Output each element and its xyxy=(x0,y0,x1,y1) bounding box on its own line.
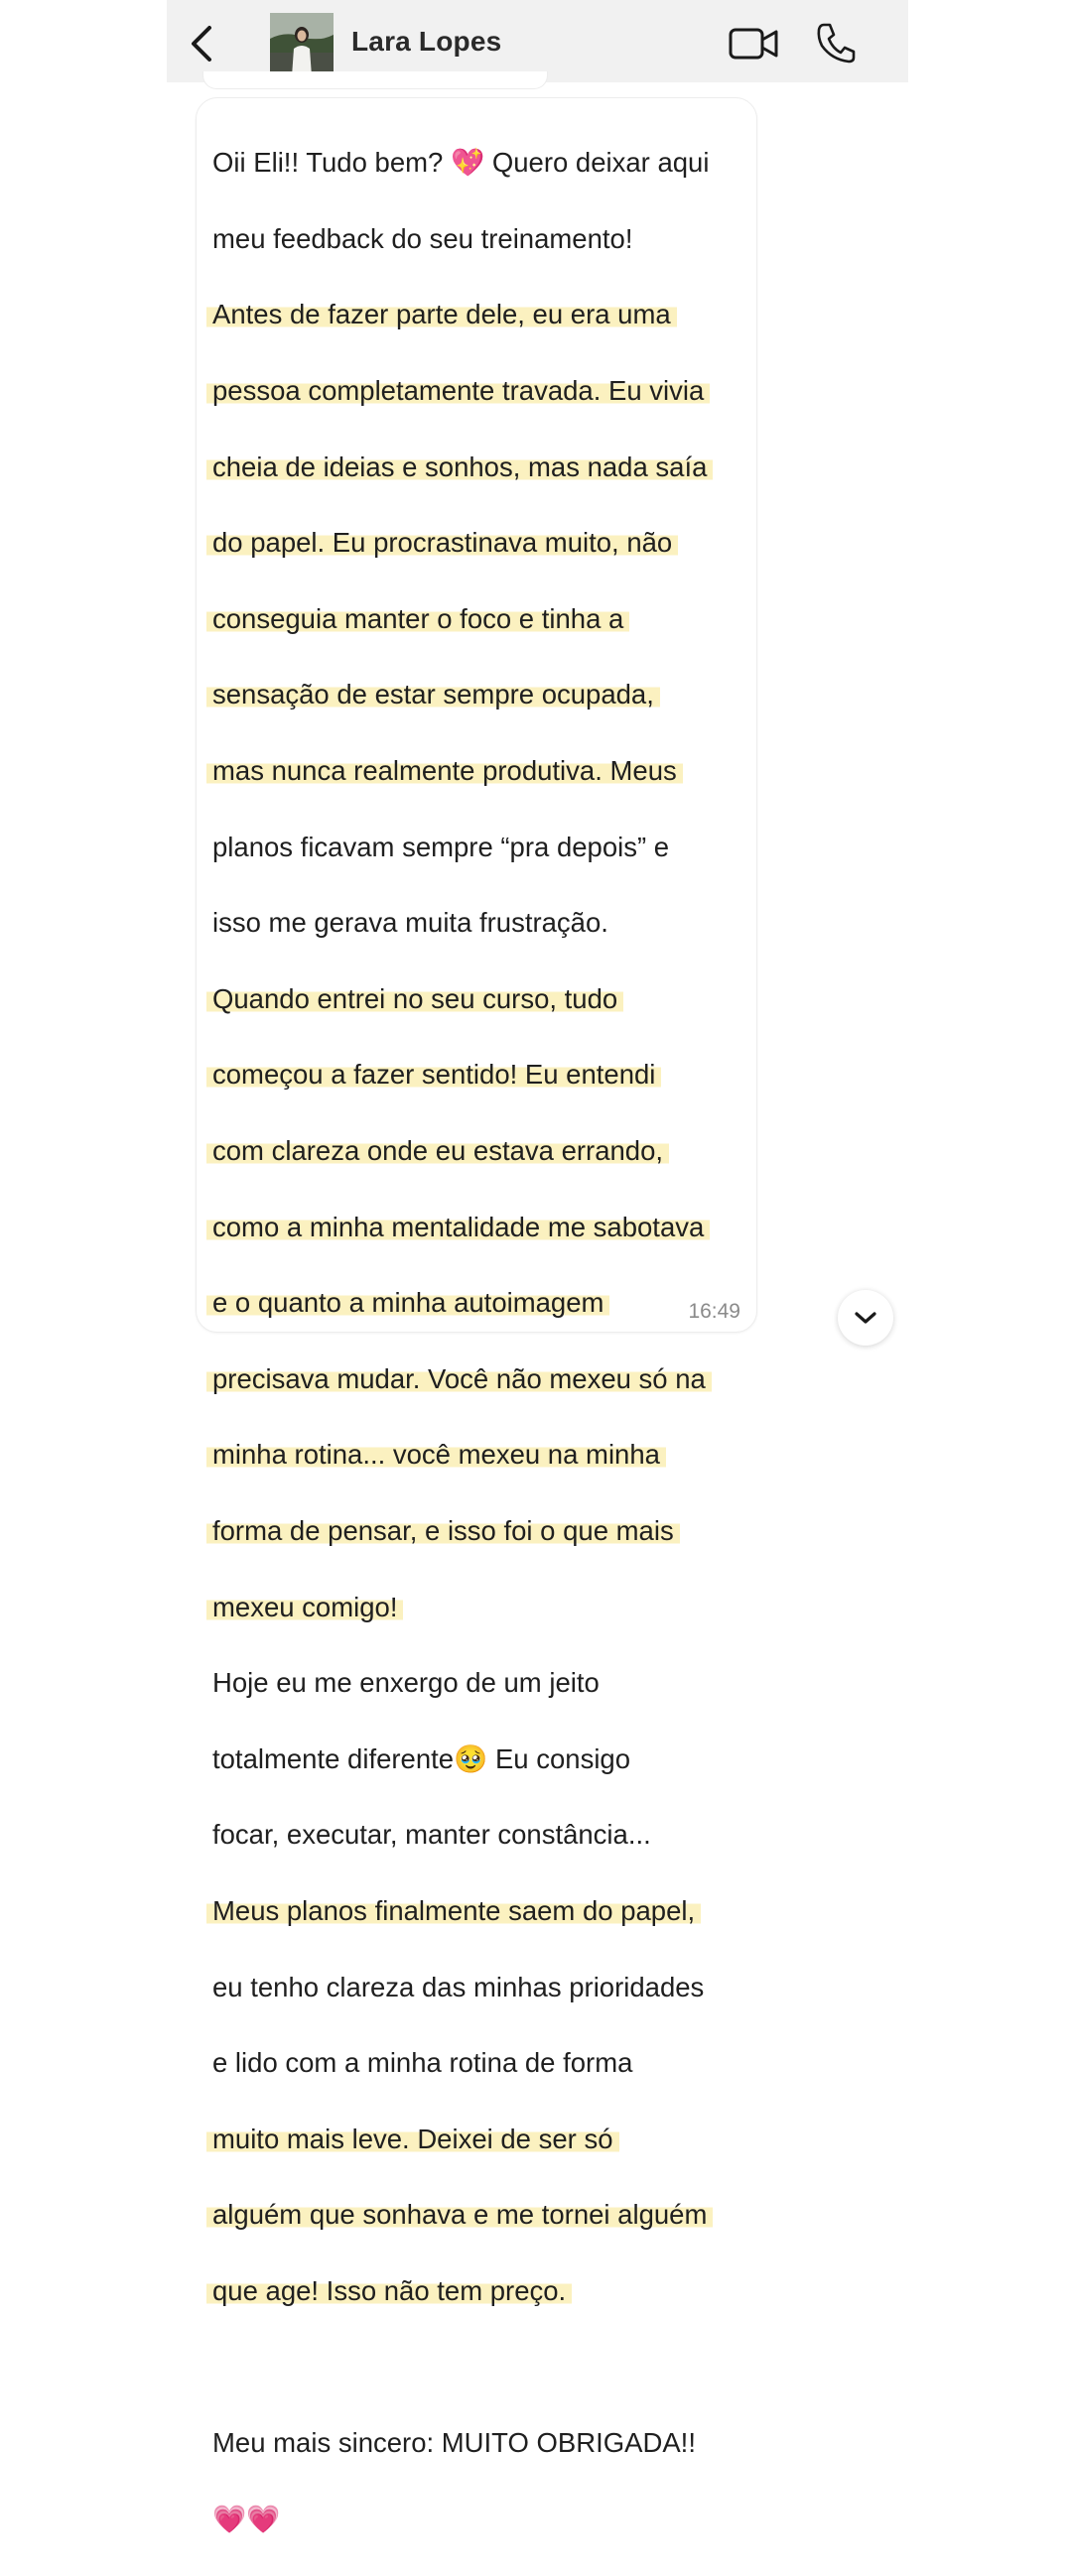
avatar[interactable] xyxy=(270,13,334,76)
previous-message-bubble xyxy=(202,71,548,89)
message-line: começou a fazer sentido! Eu entendi xyxy=(212,1056,768,1094)
message-line: focar, executar, manter constância... xyxy=(212,1819,651,1851)
message-line: como a minha mentalidade me sabotava xyxy=(212,1209,768,1246)
message-line: Hoje eu me enxergo de um jeito xyxy=(212,1667,600,1699)
video-call-button[interactable] xyxy=(729,24,780,64)
scroll-to-bottom-button[interactable] xyxy=(838,1290,893,1346)
message-timestamp: 16:49 xyxy=(688,1300,740,1323)
message-line: forma de pensar, e isso foi o que mais xyxy=(212,1512,768,1550)
message-bubble[interactable] xyxy=(196,97,757,2534)
message-line: Meu mais sincero: MUITO OBRIGADA!! xyxy=(212,2427,696,2459)
message-line: pessoa completamente travada. Eu vivia xyxy=(212,372,768,410)
message-line: meu feedback do seu treinamento! xyxy=(212,222,633,254)
message-line: cheia de ideias e sonhos, mas nada saía xyxy=(212,449,768,486)
message-line: mas nunca realmente produtiva. Meus xyxy=(212,752,768,790)
message-text xyxy=(212,106,768,2576)
message-line: alguém que sonhava e me tornei alguém xyxy=(212,2196,768,2234)
back-button[interactable] xyxy=(185,22,218,65)
video-camera-icon xyxy=(729,24,780,64)
message-line: com clareza onde eu estava errando, xyxy=(212,1132,768,1170)
message-line: precisava mudar. Você não mexeu só na xyxy=(212,1360,768,1398)
message-line: 💗💗 xyxy=(212,2503,281,2534)
message-line: e lido com a minha rotina de forma xyxy=(212,2047,633,2079)
message-line: eu tenho clareza das minhas prioridades xyxy=(212,1971,705,2002)
message-line: minha rotina... você mexeu na minha xyxy=(212,1436,768,1474)
message-line: sensação de estar sempre ocupada, xyxy=(212,676,768,713)
phone-icon xyxy=(816,22,856,64)
message-line: Meus planos finalmente saem do papel, xyxy=(212,1892,768,1930)
message-line: Quando entrei no seu curso, tudo xyxy=(212,980,768,1018)
chevron-left-icon xyxy=(190,25,213,63)
contact-name[interactable]: Lara Lopes xyxy=(351,26,502,57)
message-line: do papel. Eu procrastinava muito, não xyxy=(212,524,768,562)
chat-header xyxy=(167,0,908,82)
message-line: Antes de fazer parte dele, eu era uma xyxy=(212,296,768,333)
message-line: conseguia manter o foco e tinha a xyxy=(212,600,768,638)
message-line xyxy=(212,2349,768,2386)
message-line: planos ficavam sempre “pra depois” e xyxy=(212,831,670,862)
message-line: isso me gerava muita frustração. xyxy=(212,907,608,939)
message-line: mexeu comigo! xyxy=(212,1589,768,1626)
message-line: totalmente diferente🥹 Eu consigo xyxy=(212,1742,631,1774)
voice-call-button[interactable] xyxy=(816,22,856,64)
message-line: que age! Isso não tem preço. xyxy=(212,2272,768,2310)
chevron-down-icon xyxy=(854,1310,877,1326)
message-line: e o quanto a minha autoimagem xyxy=(212,1284,768,1322)
chat-screen xyxy=(167,0,908,2534)
message-line: Oii Eli!! Tudo bem? 💖 Quero deixar aqui xyxy=(212,147,710,179)
message-line: muito mais leve. Deixei de ser só xyxy=(212,2121,768,2158)
